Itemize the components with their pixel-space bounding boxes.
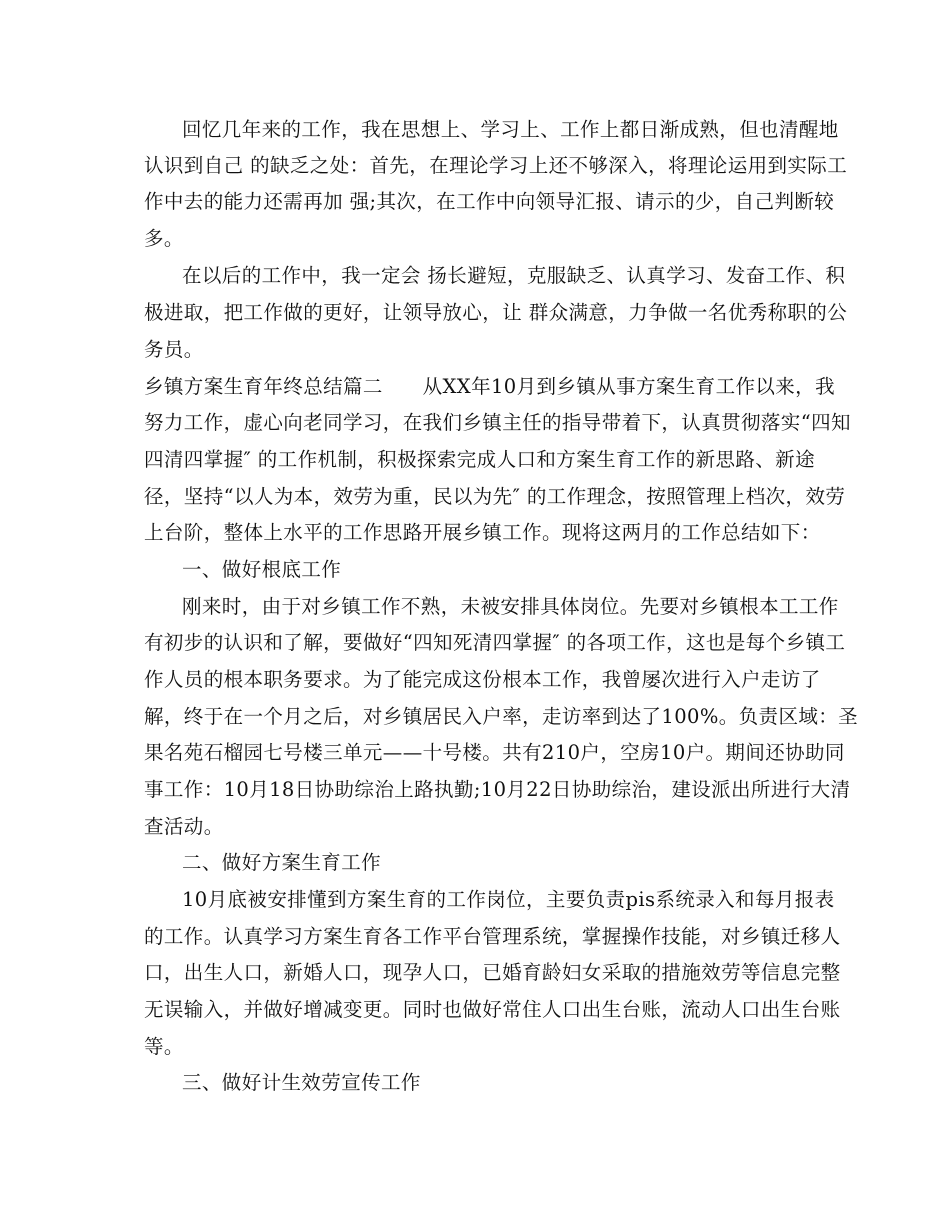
subheading: 二、做好方案生育工作	[182, 851, 382, 874]
paragraph-line: 的工作。认真学习方案生育各工作平台管理系统，掌握操作技能，对乡镇迁移人	[144, 925, 841, 948]
paragraph-line: 作人员的根本职务要求。为了能完成这份根本工作，我曾屡次进行入户走访了	[144, 668, 821, 691]
paragraph-line: 回忆几年来的工作，我在思想上、学习上、工作上都日渐成熟，但也清醒地	[182, 118, 839, 141]
paragraph-line: 等。	[144, 1035, 184, 1058]
paragraph-line: 四清四掌握″ 的工作机制，积极探索完成人口和方案生育工作的新思路、新途	[144, 448, 815, 471]
paragraph-line: 无误输入，并做好增减变更。同时也做好常住人口出生台账，流动人口出生台账	[144, 998, 841, 1021]
paragraph-line: 刚来时，由于对乡镇工作不熟，未被安排具体岗位。先要对乡镇根本工工作	[182, 595, 839, 618]
paragraph-line: 务员。	[144, 338, 204, 361]
paragraph-line: 径，坚持“以人为本，效劳为重，民以为先″ 的工作理念，按照管理上档次，效劳	[144, 485, 846, 508]
paragraph-line: 查活动。	[144, 815, 224, 838]
paragraph-line: 10月底被安排懂到方案生育的工作岗位，主要负责pis系统录入和每月报表	[182, 888, 835, 911]
paragraph-line: 解，终于在一个月之后，对乡镇居民入户率，走访率到达了100%。负责区域：圣	[144, 705, 859, 728]
paragraph-line: 果名苑石榴园七号楼三单元——十号楼。共有210户，空房10户。期间还协助同	[144, 741, 845, 764]
paragraph-line: 作中去的能力还需再加 强;其次，在工作中向领导汇报、请示的少，自己判断较	[144, 190, 835, 213]
paragraph-line: 认识到自己 的缺乏之处：首先，在理论学习上还不够深入，将理论运用到实际工	[144, 154, 848, 177]
paragraph-line: 有初步的认识和了解，要做好“四知死清四掌握″ 的各项工作，这也是每个乡镇工	[144, 631, 846, 654]
paragraph-line: 努力工作，虚心向老同学习，在我们乡镇主任的指导带着下，认真贯彻落实“四知	[144, 411, 851, 434]
paragraph-line: 极进取，把工作做的更好，让领导放心，让 群众满意，力争做一名优秀称职的公	[144, 301, 848, 324]
paragraph-line: 上台阶，整体上水平的工作思路开展乡镇工作。现将这两月的工作总结如下：	[144, 521, 821, 544]
paragraph-line: 事工作：10月18日协助综治上路执勤;10月22日协助综治，建设派出所进行大清	[144, 778, 851, 801]
paragraph-line: 口，出生人口，新婚人口，现孕人口，已婚育龄妇女采取的措施效劳等信息完整	[144, 961, 841, 984]
subheading: 一、做好根底工作	[182, 558, 342, 581]
subheading: 三、做好计生效劳宣传工作	[182, 1071, 421, 1094]
section-heading-line: 乡镇方案生育年终总结篇二 从XX年10月到乡镇从事方案生育工作以来，我	[144, 375, 835, 398]
paragraph-line: 多。	[144, 227, 184, 250]
paragraph-line: 在以后的工作中，我一定会 扬长避短，克服缺乏、认真学习、发奋工作、积	[182, 264, 846, 287]
